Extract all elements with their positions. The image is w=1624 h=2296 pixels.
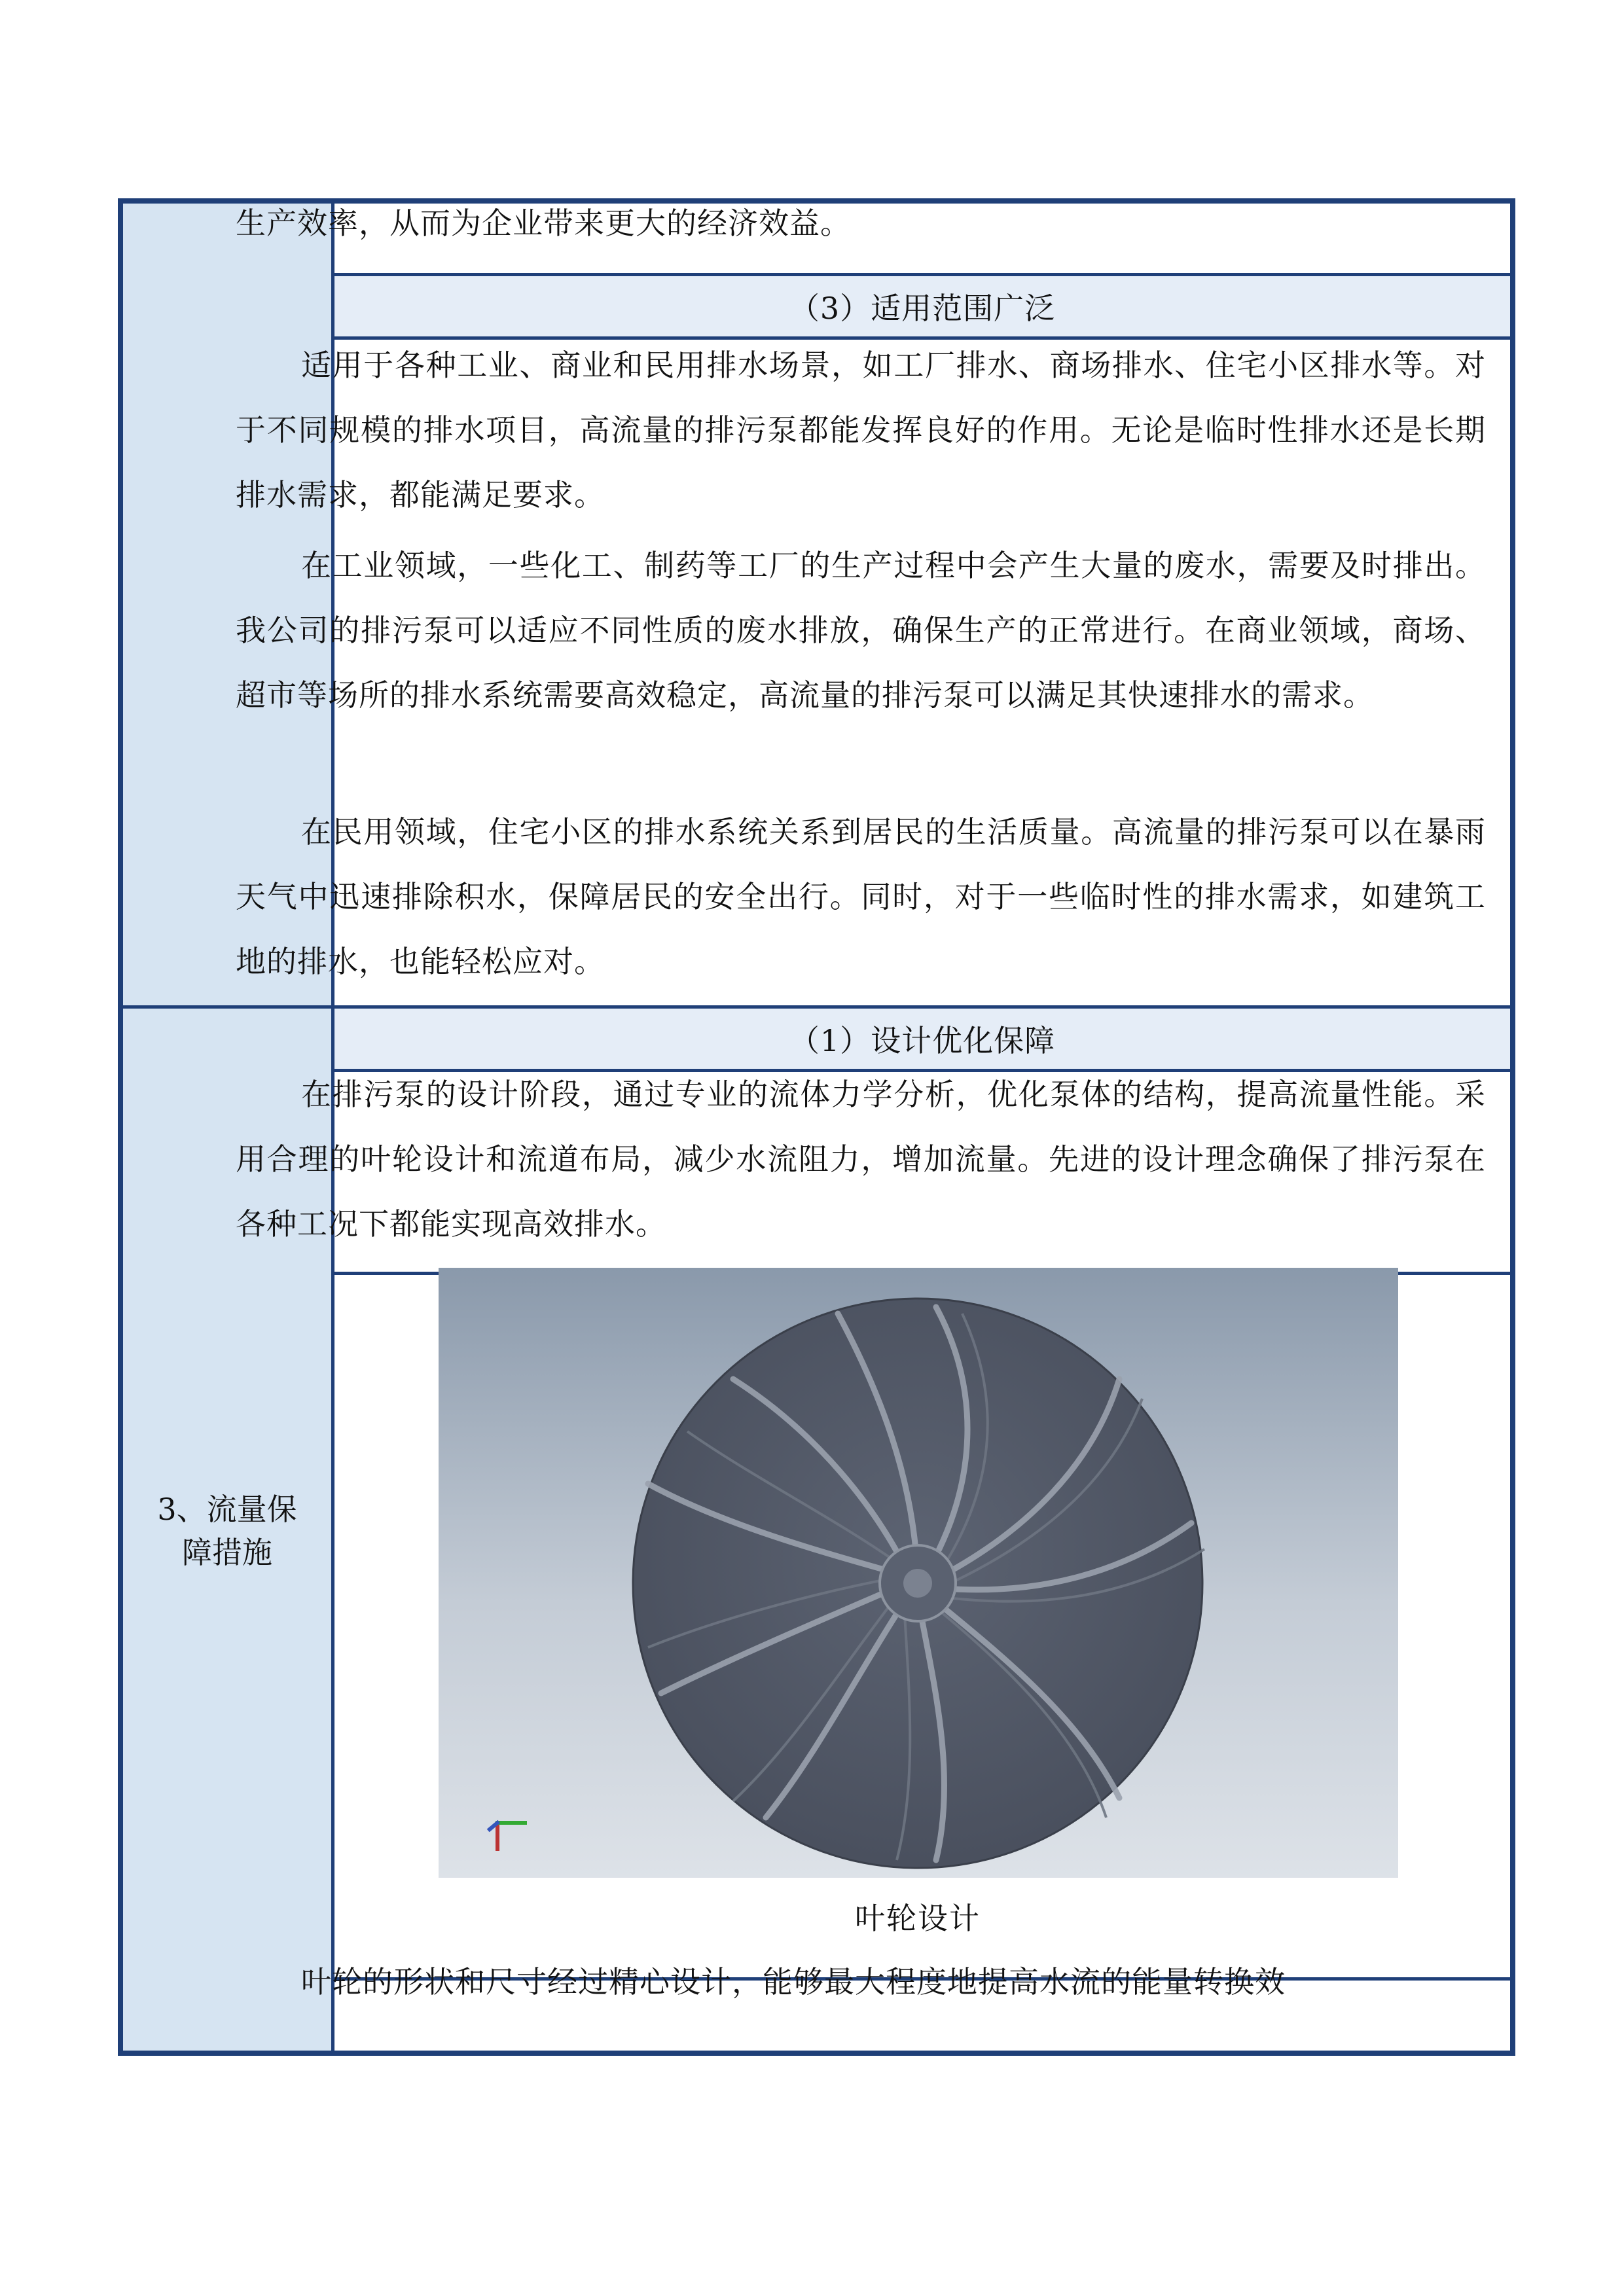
section-label-flow-guarantee xyxy=(123,1488,331,1574)
image-caption: 叶轮设计 xyxy=(855,1901,981,1936)
heading-cell-design-optimization xyxy=(334,1009,1510,1069)
paragraph-impeller-shape: 叶轮的形状和尺寸经过精心设计，能够最大程度地提高水流的能量转换效 xyxy=(301,1964,1286,2000)
paragraph-applicable-range-1: 适用于各种工业、商业和民用排水场景，如工厂排水、商场排水、住宅小区排水等。对于不同规模的排水项目，高流量的排污泵都能发挥良好的作用。无论是临时性排水还是长期排水需求，都能满足要求。 xyxy=(236,348,1486,512)
paragraph-applicable-range-2: 在工业领域，一些化工、制药等工厂的生产过程中会产生大量的废水，需要及时排出。我公司的排污泵可以适应不同性质的废水排放，确保生产的正常进行。在商业领域，商场、超市等场所的排水系统需要高效稳定，高流量的排污泵可以满足其快速排水的需求。 xyxy=(236,548,1486,713)
section-label-line: 障措施 xyxy=(182,1535,272,1570)
continuation-text: 生产效率，从而为企业带来更大的经济效益。 xyxy=(236,206,851,241)
section-label-line: 3、流量保 xyxy=(157,1492,297,1527)
row-divider xyxy=(334,273,1510,276)
paragraph-design-optimization: 在排污泵的设计阶段，通过专业的流体力学分析，优化泵体的结构，提高流量性能。采用合理的叶轮设计和流道布局，减少水流阻力，增加流量。先进的设计理念确保了排污泵在各种工况下都能实现高效排水。 xyxy=(236,1077,1486,1242)
paragraph-applicable-range-3: 在民用领域，住宅小区的排水系统关系到居民的生活质量。高流量的排污泵可以在暴雨天气中迅速排除积水，保障居民的安全出行。同时，对于一些临时性的排水需求，如建筑工地的排水，也能轻松应对。 xyxy=(236,814,1486,979)
heading-design-optimization: （1）设计优化保障 xyxy=(789,1023,1056,1058)
heading-cell-applicable-range xyxy=(334,276,1510,336)
row-divider xyxy=(123,1005,1510,1009)
heading-applicable-range: （3）适用范围广泛 xyxy=(789,291,1056,326)
impeller-design-image xyxy=(439,1268,1398,1878)
impeller-graphic xyxy=(439,1268,1398,1878)
